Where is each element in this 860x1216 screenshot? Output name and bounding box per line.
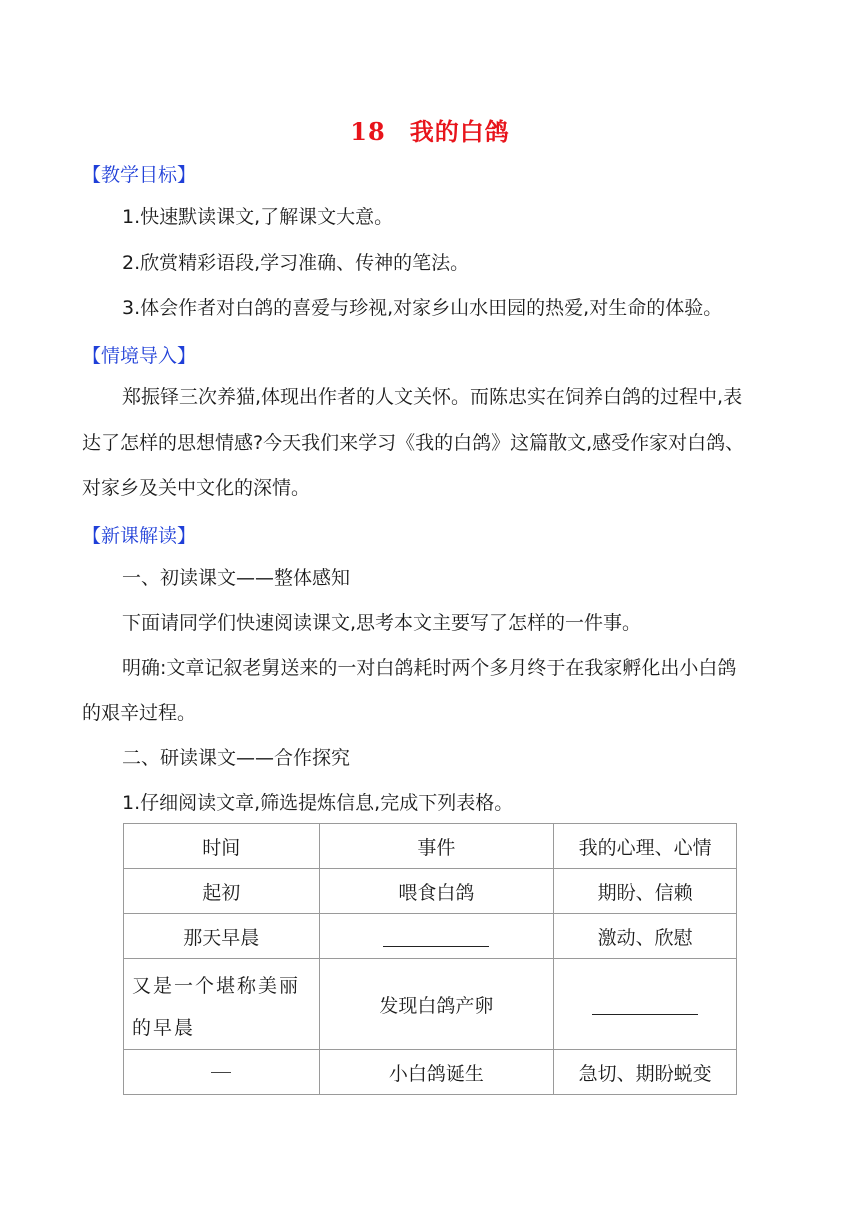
table-cell-event (319, 914, 554, 959)
intro-line-2: 达了怎样的思想情感?今天我们来学习《我的白鸽》这篇散文,感受作家对白鸽、 (82, 432, 745, 454)
answer-blank[interactable] (383, 926, 489, 947)
objective-2: 2.欣赏精彩语段,学习准确、传神的笔法。 (122, 252, 470, 274)
page-title (0, 112, 860, 147)
table-cell-time: 那天早晨 (124, 914, 320, 959)
part1-question: 下面请同学们快速阅读课文,思考本文主要写了怎样的一件事。 (122, 612, 642, 634)
part1-heading: 一、初读课文——整体感知 (122, 567, 351, 589)
objective-3: 3.体会作者对白鸽的喜爱与珍视,对家乡山水田园的热爱,对生命的体验。 (122, 297, 723, 319)
table-row (124, 1050, 737, 1095)
part1-answer-line-1: 明确:文章记叙老舅送来的一对白鸽耗时两个多月终于在我家孵化出小白鸽 (122, 657, 737, 679)
section-objectives: 【教学目标】 (82, 164, 197, 186)
empty-dash (211, 1072, 231, 1073)
table-header-row (124, 824, 737, 869)
lesson-title: 我的白鸽 (409, 118, 510, 146)
table-cell-time (124, 959, 320, 1050)
lesson-number: 18 (350, 117, 386, 146)
intro-line-1: 郑振铎三次养猫,体现出作者的人文关怀。而陈忠实在饲养白鸽的过程中,表 (122, 386, 743, 408)
table-header: 我的心理、心情 (554, 824, 737, 869)
time-line-1: 又是一个堪称美丽 (132, 975, 301, 997)
table-cell-event: 小白鸽诞生 (319, 1050, 554, 1095)
table-row (124, 869, 737, 914)
table-cell-mood: 期盼、信赖 (554, 869, 737, 914)
time-line-2: 的早晨 (132, 1017, 196, 1039)
table-header: 时间 (124, 824, 320, 869)
part1-answer-line-2: 的艰辛过程。 (82, 702, 197, 724)
intro-line-3: 对家乡及关中文化的深情。 (82, 477, 311, 499)
table-cell-mood: 急切、期盼蜕变 (554, 1050, 737, 1095)
answer-blank[interactable] (592, 994, 698, 1015)
info-table (123, 823, 737, 1095)
part2-task: 1.仔细阅读文章,筛选提炼信息,完成下列表格。 (122, 792, 514, 814)
table-row (124, 914, 737, 959)
table-row (124, 959, 737, 1050)
section-intro: 【情境导入】 (82, 345, 197, 367)
table-cell-event: 喂食白鸽 (319, 869, 554, 914)
table-cell-event: 发现白鸽产卵 (319, 959, 554, 1050)
objective-1: 1.快速默读课文,了解课文大意。 (122, 206, 394, 228)
section-new-lesson: 【新课解读】 (82, 525, 197, 547)
table-cell-mood: 激动、欣慰 (554, 914, 737, 959)
table-cell-mood (554, 959, 737, 1050)
part2-heading: 二、研读课文——合作探究 (122, 747, 351, 769)
table-header: 事件 (319, 824, 554, 869)
table-cell-time: 起初 (124, 869, 320, 914)
table-cell-time (124, 1050, 320, 1095)
